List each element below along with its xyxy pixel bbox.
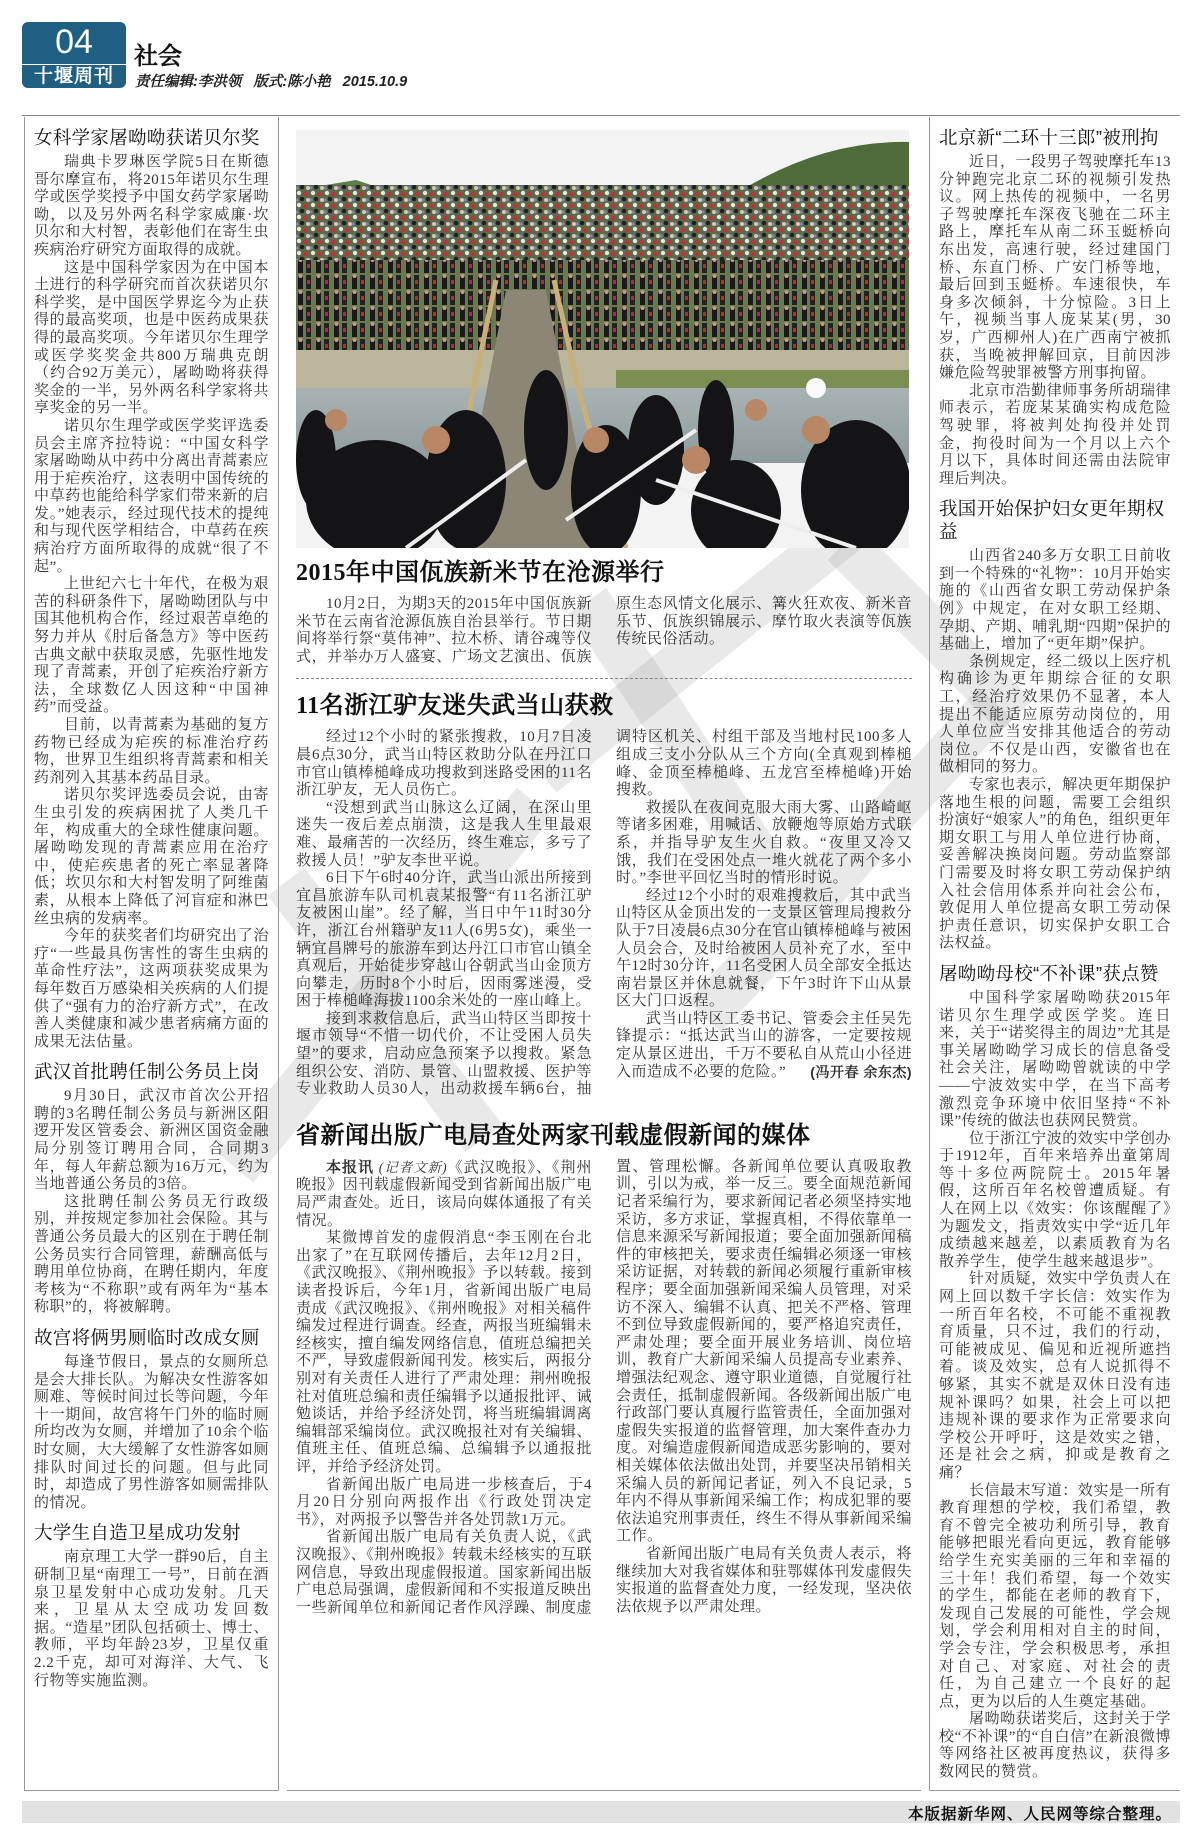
dateline: 本报讯 bbox=[326, 1159, 374, 1176]
article-headline: 故宫将俩男厕临时改成女厕 bbox=[34, 1327, 260, 1348]
article-headline: 2015年中国佤族新米节在沧源举行 bbox=[296, 560, 665, 586]
source-note-bar bbox=[22, 1801, 1180, 1823]
paragraph: 经过12个小时的艰难搜救后，其中武当山特区从金顶出发的一支景区管理局搜救分队于7日凌晨6点30分在官山镇棒槌峰与被困人员会合，及时给被困人员补充了水，至中午12时30分许，11名受困人员全部安全抵达南岩景区并休息就餐，下午3时许下山从景区大门口返程。 bbox=[616, 887, 912, 1010]
paragraph: 瑞典卡罗琳医学院5日在斯德哥尔摩宣布，将2015年诺贝尔生理学或医学奖授予中国女药学家屠呦呦，以及另外两名科学家威廉·坎贝尔和大村智，表彰他们在寄生虫疾病治疗研究方面取得的成就。 bbox=[34, 154, 269, 258]
paragraph: 省新闻出版广电局有关负责人表示，将继续加大对我省媒体和驻鄂媒体刊发虚假失实报道的监督查处力度，一经发现，坚决依法依规予以严肃处理。 bbox=[616, 1545, 912, 1615]
article-headline: 省新闻出版广电局查处两家刊载虚假新闻的媒体 bbox=[296, 1122, 811, 1149]
article-school bbox=[939, 962, 1171, 1782]
layout-credit: 版式:陈小艳 bbox=[253, 74, 331, 90]
paragraph: 北京市浩勤律师事务所胡瑞律师表示，若庞某某确实构成危险驾驶罪，将被判处拘役并处罚金，拘役时间为一个月以上六个月以下，具体时间还需由法院审理后判决。 bbox=[939, 382, 1171, 487]
article-body bbox=[296, 729, 912, 1098]
article-civil-servants bbox=[34, 1060, 269, 1317]
paragraph: 省新闻出版广电局进一步核查后，于4月20日分别向两报作出《行政处罚决定书》，对两报予以警告并各处罚款1万元。 bbox=[296, 1476, 592, 1528]
paragraph-text: 武当山特区工委书记、管委会主任吴先锋提示：“抵达武当山的游客，一定要按规定从景区进出，千万不要私自从荒山小径进入而造成不必要的危险。” bbox=[616, 1010, 912, 1080]
article-festival bbox=[296, 558, 912, 666]
article-headline: 武汉首批聘任制公务员上岗 bbox=[34, 1061, 260, 1083]
paragraph: 中国科学家屠呦呦获2015年诺贝尔生理学或医学奖。连日来，关于“诺奖得主的周边”尤其是事关屠呦呦学习成长的信息备受社会关注，屠呦呦曾就读的中学——宁波效实中学，在当下高考激烈竞争环境中依旧坚持“不补课”传统的做法也获网民赞赏。 bbox=[939, 989, 1171, 1130]
issue-date: 2015.10.9 bbox=[342, 74, 408, 90]
article-headline: 女科学家屠呦呦获诺贝尔奖 bbox=[34, 127, 260, 148]
paragraph: 每逢节假日，景点的女厕所总是会大排长队。为解决女性游客如厕难、等候时间过长等问题，今年十一期间，故宫将午门外的临时厕所均改为女厕，并增加了10余个临时女厕，大大缓解了女性游客如厕排队时间过长的问题。但与此同时，却造成了男性游客如厕需排队的情况。 bbox=[34, 1354, 269, 1511]
paragraph: 今年的获奖者们均研究出了治疗“一些最具伤害性的寄生虫病的革命性疗法”，这两项获奖成果为每年数百万感染相关疾病的人们提供了“强有力的治疗新方式”，在改善人类健康和减少患者病痛方面的成果无法估量。 bbox=[34, 928, 269, 1050]
article-headline: 11名浙江驴友迷失武当山获救 bbox=[296, 693, 614, 720]
article-headline: 北京新“二环十三郎”被刑拘 bbox=[939, 127, 1159, 148]
article-menopause bbox=[939, 497, 1171, 953]
paragraph: 救援队在夜间克服大雨大雾、山路崎岖等诸多困难，用喊话、放鞭炮等原始方式联系，并指导驴友生火自救。“夜里又冷又饿，我们在受困处点一堆火就花了两个多小时。”李世平回忆当时的情形时说。 bbox=[616, 799, 912, 887]
article-body bbox=[296, 596, 912, 666]
publication-name: 十堰周刊 bbox=[33, 66, 114, 87]
article-satellite bbox=[34, 1521, 269, 1690]
article-headline: 我国开始保护妇女更年期权益 bbox=[939, 498, 1165, 543]
paragraph: 省新闻出版广电局有关负责人说，《武汉晚报》、《荆州晚报》转载未经核实的互联网信息，导致出现虚假报道。国家新闻出版广电总局强调，虚假新闻和不实报道反映出一些新闻单位和新闻记者作风浮躁、制度虚置、管理松懈。各新闻单位要认真吸取教训，引以为戒，举一反三。要全面规范新闻记者采编行为，要求新闻记者必须坚持实地采访，多方求证，掌握真相，不得依靠单一信息来源采写新闻报道；要全面加强新闻稿件的审核把关，要求责任编辑必须逐一审核采访证据，对转载的新闻必须履行重新审核程序；要全面加强新闻采编人员管理，对采访不深入、编辑不认真、把关不严格、管理不到位导致虚假新闻的，要严格追究责任，严肃处理；要全面开展业务培训、岗位培训，教育广大新闻采编人员提高专业素养、增强法纪观念、遵守职业道德，自觉履行社会责任，抵制虚假新闻。各级新闻出版广电行政部门要认真履行监管责任，全面加强对虚假失实报道的监督管理，加大案件查办力度。对编造虚假新闻造成恶劣影响的，要对相关媒体依法做出处罚，并要坚决吊销相关采编人员的新闻记者证，列入不良记录，5年内不得从事新闻采编工作；构成犯罪的要依法追究刑事责任，终生不得从事新闻采编工作。 bbox=[296, 1158, 912, 1616]
article-media bbox=[296, 1121, 912, 1617]
paragraph: 10月2日，为期3天的2015年中国佤族新米节在云南省沧源佤族自治县举行。节日期间将举行祭“莫伟神”、拉木桥、请谷魂等仪式，并举办万人盛宴、广场文艺演出、佤族原生态风情文化展示、篝火狂欢夜、新米音乐节、佤族织锦展示、摩竹取火表演等佤族传统民俗活动。 bbox=[296, 596, 912, 665]
paragraph: 经过12个小时的紧张搜救，10月7日凌晨6点30分，武当山特区救助分队在丹江口市官山镇棒槌峰成功搜救到迷路受困的11名浙江驴友，无人员伤亡。 bbox=[296, 729, 592, 799]
article-headline: 大学生自造卫星成功发射 bbox=[34, 1522, 241, 1544]
paragraph: 针对质疑，效实中学负责人在网上回以数千字长信：效实作为一所百年名校，不可能不重视教育质量，只不过，我们的行动，可能被成见、偏见和近视所遮挡着。谈及效实，总有人说抓得不够紧，其实不就是双休日没有违规补课吗？如果，社会上可以把违规补课的要求作为正常要求向学校公开呼吁，这是效实之错，还是社会之病，抑或是教育之痛？ bbox=[939, 1271, 1171, 1481]
paragraph: 目前，以青蒿素为基础的复方药物已经成为疟疾的标准治疗药物，世界卫生组织将青蒿素和相关药剂列入其基本药品目录。 bbox=[34, 717, 269, 786]
paragraph bbox=[616, 1011, 912, 1081]
article-palace-toilets bbox=[34, 1326, 269, 1512]
byline: (冯开春 余东杰) bbox=[810, 1063, 912, 1080]
header-divider bbox=[22, 115, 1180, 116]
paragraph: 山西省240多万女职工日前收到一个特殊的“礼物”：10月开始实施的《山西省女职工劳动保护条例》中规定，在对女职工经期、孕期、产期、哺乳期“四期”保护的基础上，增加了“更年期”保护。 bbox=[939, 548, 1171, 653]
paragraph: 南京理工大学一群90后，自主研制卫星“南理工一号”，日前在酒泉卫星发射中心成功发射。几天来，卫星从太空成功发回数据。“造星”团队包括硕士、博士、教师，平均年龄23岁，卫星仅重2.2千克，却可对海洋、大气、飞行物等实施监测。 bbox=[34, 1549, 269, 1689]
editor-credit: 责任编辑:李洪领 bbox=[135, 74, 242, 90]
reporter: (记者文新) bbox=[378, 1159, 448, 1175]
paragraph: 某微博首发的虚假消息“李玉刚在台北出家了”在互联网传播后，去年12月2日，《武汉晚报》、《荆州晚报》予以转载。接到读者投诉后，今年1月，省新闻出版广电局责成《武汉晚报》、《荆州晚报》对相关稿件编发过程进行调查。经查，两报当班编辑未经核实，擅自编发网络信息，值班总编把关不严，导致虚假新闻刊发。核实后，两报分别对有关责任人进行了严肃处理：荆州晚报社对值班总编和责任编辑予以通报批评、诫勉谈话，并给予经济处罚，将当班编辑调离编辑部采编岗位。武汉晚报社对有关编辑、值班主任、值班总编、总编辑予以通报批评，并给予经济处罚。 bbox=[296, 1230, 592, 1475]
paragraph: 接到求救信息后，武当山特区当即按十堰市领导“不惜一切代价，不让受困人员失望”的要求，启动应急预案予以搜救。紧急组织公安、消防、景管、山盟救援、医护等专业救助人员30人，出动救援车辆6台，抽调特区机关、村组干部及当地村民100多人组成三支小分队从三个方向(全真观到棒槌峰、金顶至棒槌峰、五龙宫至棒槌峰)开始搜救。 bbox=[296, 729, 912, 1098]
paragraph: 条例规定，经二级以上医疗机构确诊为更年期综合征的女职工，经治疗效果仍不显著，本人提出不能适应原劳动岗位的，用人单位应当安排其他适合的劳动岗位。不仅是山西，安徽省也在做相同的努力。 bbox=[939, 653, 1171, 776]
paragraph: 这是中国科学家因为在中国本土进行的科学研究而首次获诺贝尔科学奖，是中国医学界迄今为止获得的最高奖项，也是中医药成果获得的最高奖项。今年诺贝尔生理学或医学奖奖金共800万瑞典克朗（约合92万美元），屠呦呦将获得奖金的一半，另外两名科学家将共享奖金的另一半。 bbox=[34, 259, 269, 417]
left-column bbox=[24, 117, 279, 1791]
page-badge bbox=[22, 22, 126, 88]
paragraph: 这批聘任制公务员无行政级别，并按规定参加社会保险。其与普通公务员最大的区别在于聘任制公务员实行合同管理，薪酬高低与聘用单位协商，在聘任期内，年度考核为“不称职”或有两年为“基本称职”的，将被解聘。 bbox=[34, 1193, 269, 1316]
paragraph: 诺贝尔生理学或医学奖评选委员会主席齐拉特说：“中国女科学家屠呦呦从中药中分离出青蒿素应用于疟疾治疗，这表明中国传统的中草药也能给科学家们带来新的启发。”她表示，经过现代技术的提纯和与现代医学相结合，中草药在疾病治疗方面所取得的成就“很了不起”。 bbox=[34, 417, 269, 575]
paragraph: 长信最末写道：效实是一所有教育理想的学校，我们希望，教育不曾完全被功利所引导，教育能够把眼光看向更远，教育能够给学生充实美丽的三年和幸福的三十年！我们希望，每一个效实的学生，都能在老师的教育下，发现自己发展的可能性，学会规划，学会利用相对自主的时间，学会专注，学会积极思考，承担对自己、对家庭、对社会的责任，为自己建立一个良好的起点，更为以后的人生奠定基础。 bbox=[939, 1482, 1171, 1710]
festival-photo bbox=[296, 130, 909, 548]
dashed-divider bbox=[296, 678, 912, 679]
article-motorcycle bbox=[939, 126, 1171, 488]
article-rescue bbox=[296, 691, 912, 1098]
page-number: 04 bbox=[22, 22, 126, 65]
article-body bbox=[296, 1159, 912, 1617]
paragraph: 9月30日，武汉市首次公开招聘的3名聘任制公务员与新洲区阳逻开发区管委会、新洲区国资金融局分别签订聘用合同，合同期3年，每人年薪总额为16万元，约为当地普通公务员的3倍。 bbox=[34, 1088, 269, 1193]
paragraph: 6日下午6时40分许，武当山派出所接到宜昌旅游车队司机袁某报警“有11名浙江驴友被困山崖”。经了解，当日中午11时30分许，浙江台州籍驴友11人(6男5女)，乘坐一辆宜昌牌号的旅游车到达丹江口市官山镇全真观后，开始徒步穿越山谷朝武当山金顶方向攀走，历时8个小时后，因雨雾迷漫，受困于棒槌峰海拔1100余米处的一座山峰上。 bbox=[296, 870, 592, 1010]
paragraph: 屠呦呦获诺奖后，这封关于学校“不补课”的“自白信”在新浪微博等网络社区被再度热议，获得多数网民的赞赏。 bbox=[939, 1711, 1171, 1781]
section-title: 社会 bbox=[134, 44, 182, 70]
paragraph: “没想到武当山脉这么辽阔，在深山里迷失一夜后差点崩溃，这是我人生里最艰难、最痛苦的一次经历，终生难忘，多亏了救援人员！”驴友李世平说。 bbox=[296, 799, 592, 869]
article-headline: 屠呦呦母校“不补课”获点赞 bbox=[939, 962, 1159, 984]
source-note: 本版据新华网、人民网等综合整理。 bbox=[907, 1805, 1172, 1823]
right-column bbox=[929, 117, 1180, 1791]
paragraph: 专家也表示，解决更年期保护落地生根的问题，需要工会组织扮演好“娘家人”的角色，组织更年期女职工与用人单位进行协商，妥善解决换岗问题。劳动监察部门需要及时将女职工劳动保护纳入社会信用体系并向社会公布，敦促用人单位提高女职工劳动保护责任意识，切实保护女职工合法权益。 bbox=[939, 777, 1171, 952]
credits-line bbox=[135, 70, 419, 91]
paragraph: 诺贝尔奖评选委员会说，由寄生虫引发的疾病困扰了人类几千年，构成重大的全球性健康问题。屠呦呦发现的青蒿素应用在治疗中，使疟疾患者的死亡率显著降低；坎贝尔和大村智发明了阿维菌素，从根本上降低了河盲症和淋巴丝虫病的发病率。 bbox=[34, 787, 269, 927]
page-body bbox=[24, 117, 1180, 1823]
article-nobel bbox=[34, 126, 269, 1051]
paragraph-text: 《武汉晚报》、《荆州晚报》因刊载虚假新闻受到省新闻出版广电局严肃查处。近日，该局向媒体通报了有关情况。 bbox=[296, 1159, 592, 1229]
paragraph: 近日，一段男子驾驶摩托车13分钟跑完北京二环的视频引发热议。网上热传的视频中，一名男子驾驶摩托车深夜飞驰在二环主路上，摩托车从南二环玉蜓桥向东出发，高速行驶，经过建国门桥、东直门桥、广安门桥等地，最后回到玉蜓桥。车速很快，车身多次倾斜，十分惊险。3日上午，视频当事人庞某某(男，30岁，广西柳州人)在广西南宁被抓获，当晚被押解回京，目前因涉嫌危险驾驶罪被警方刑事拘留。 bbox=[939, 154, 1172, 382]
lead-paragraph bbox=[296, 1159, 592, 1230]
paragraph: 位于浙江宁波的效实中学创办于1912年，百年来培养出童第周等十多位两院院士。2015年暑假，这所百年名校曾遭质疑。有人在网上以《效实：你该醒醒了》为题发文，指责效实中学“近几年成绩越来越差，以素质教育为名散养学生，使学生越来越退步”。 bbox=[939, 1130, 1171, 1270]
middle-column bbox=[287, 117, 921, 1791]
paragraph: 上世纪六七十年代，在极为艰苦的科研条件下，屠呦呦团队与中国其他机构合作，经过艰苦卓绝的努力并从《肘后备急方》等中医药古典文献中获取灵感，先驱性地发现了青蒿素，开创了疟疾治疗新方法，全球数亿人因这种“中国神药”而受益。 bbox=[34, 576, 269, 716]
